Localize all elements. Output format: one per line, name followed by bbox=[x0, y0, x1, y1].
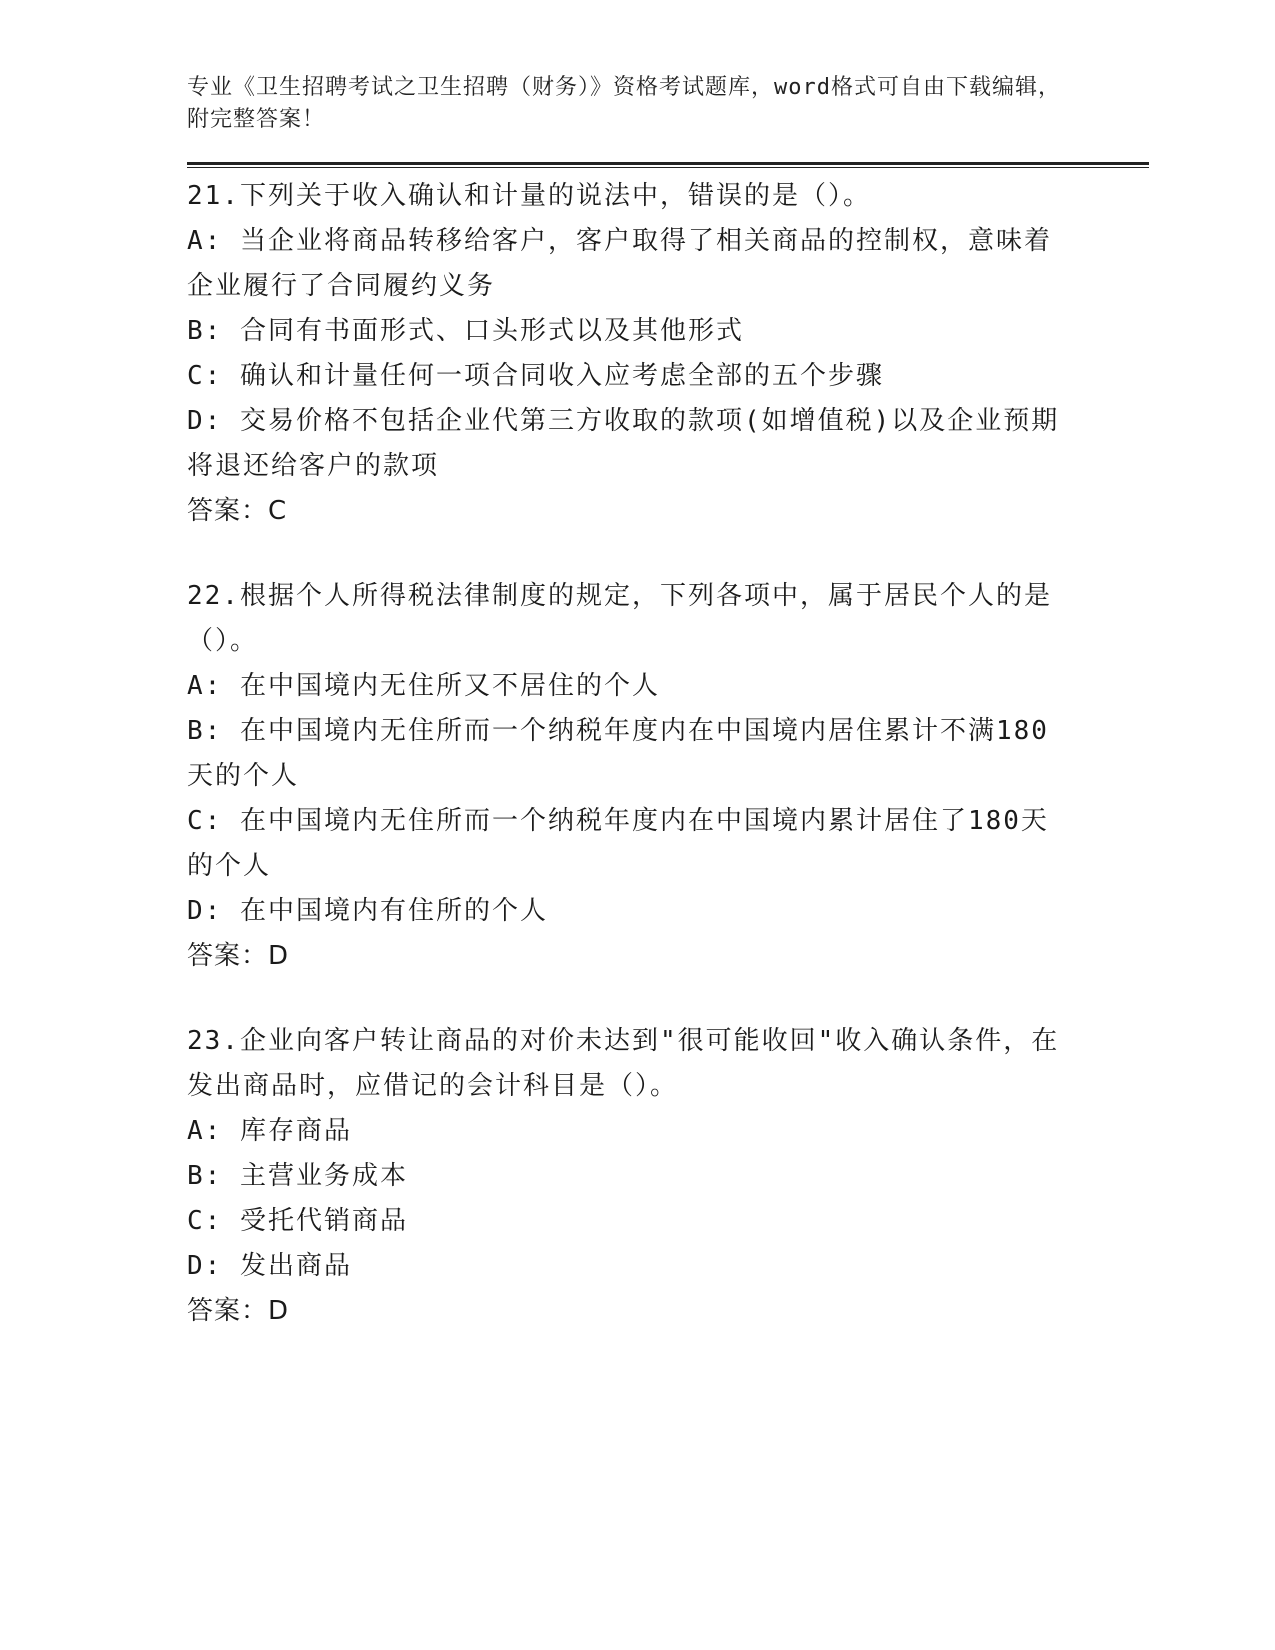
option-a: A: 当企业将商品转移给客户，客户取得了相关商品的控制权，意味着企业履行了合同履约义务 bbox=[187, 226, 1052, 301]
question-stem: 21.下列关于收入确认和计量的说法中，错误的是（）。 bbox=[187, 181, 871, 211]
option-a: A: 库存商品 bbox=[187, 1116, 352, 1146]
document-page bbox=[187, 72, 1147, 1334]
option-c: C: 受托代销商品 bbox=[187, 1206, 408, 1236]
question-stem: 23.企业向客户转让商品的对价未达到"很可能收回"收入确认条件，在发出商品时，应借记的会计科目是（）。 bbox=[187, 1026, 1060, 1101]
document-header: 专业《卫生招聘考试之卫生招聘（财务）》资格考试题库，word格式可自由下载编辑，附完整答案！ bbox=[187, 75, 1061, 132]
question-stem: 22.根据个人所得税法律制度的规定，下列各项中，属于居民个人的是（）。 bbox=[187, 581, 1052, 656]
header-divider bbox=[187, 162, 1149, 168]
option-b: B: 主营业务成本 bbox=[187, 1161, 408, 1191]
option-c: C: 确认和计量任何一项合同收入应考虑全部的五个步骤 bbox=[187, 361, 884, 391]
option-d: D: 交易价格不包括企业代第三方收取的款项(如增值税)以及企业预期将退还给客户的款项 bbox=[187, 406, 1060, 481]
option-d: D: 在中国境内有住所的个人 bbox=[187, 896, 548, 926]
question-23 bbox=[187, 1019, 1067, 1334]
option-a: A: 在中国境内无住所又不居住的个人 bbox=[187, 671, 660, 701]
answer-label: 答案：C bbox=[187, 496, 288, 526]
option-b: B: 合同有书面形式、口头形式以及其他形式 bbox=[187, 316, 744, 346]
option-d: D: 发出商品 bbox=[187, 1251, 352, 1281]
option-b: B: 在中国境内无住所而一个纳税年度内在中国境内居住累计不满180天的个人 bbox=[187, 716, 1049, 791]
divider-thin-line bbox=[187, 167, 1149, 168]
question-22 bbox=[187, 574, 1067, 979]
question-21 bbox=[187, 174, 1067, 534]
answer-label: 答案：D bbox=[187, 941, 290, 971]
option-c: C: 在中国境内无住所而一个纳税年度内在中国境内累计居住了180天的个人 bbox=[187, 806, 1049, 881]
answer-label: 答案：D bbox=[187, 1296, 290, 1326]
